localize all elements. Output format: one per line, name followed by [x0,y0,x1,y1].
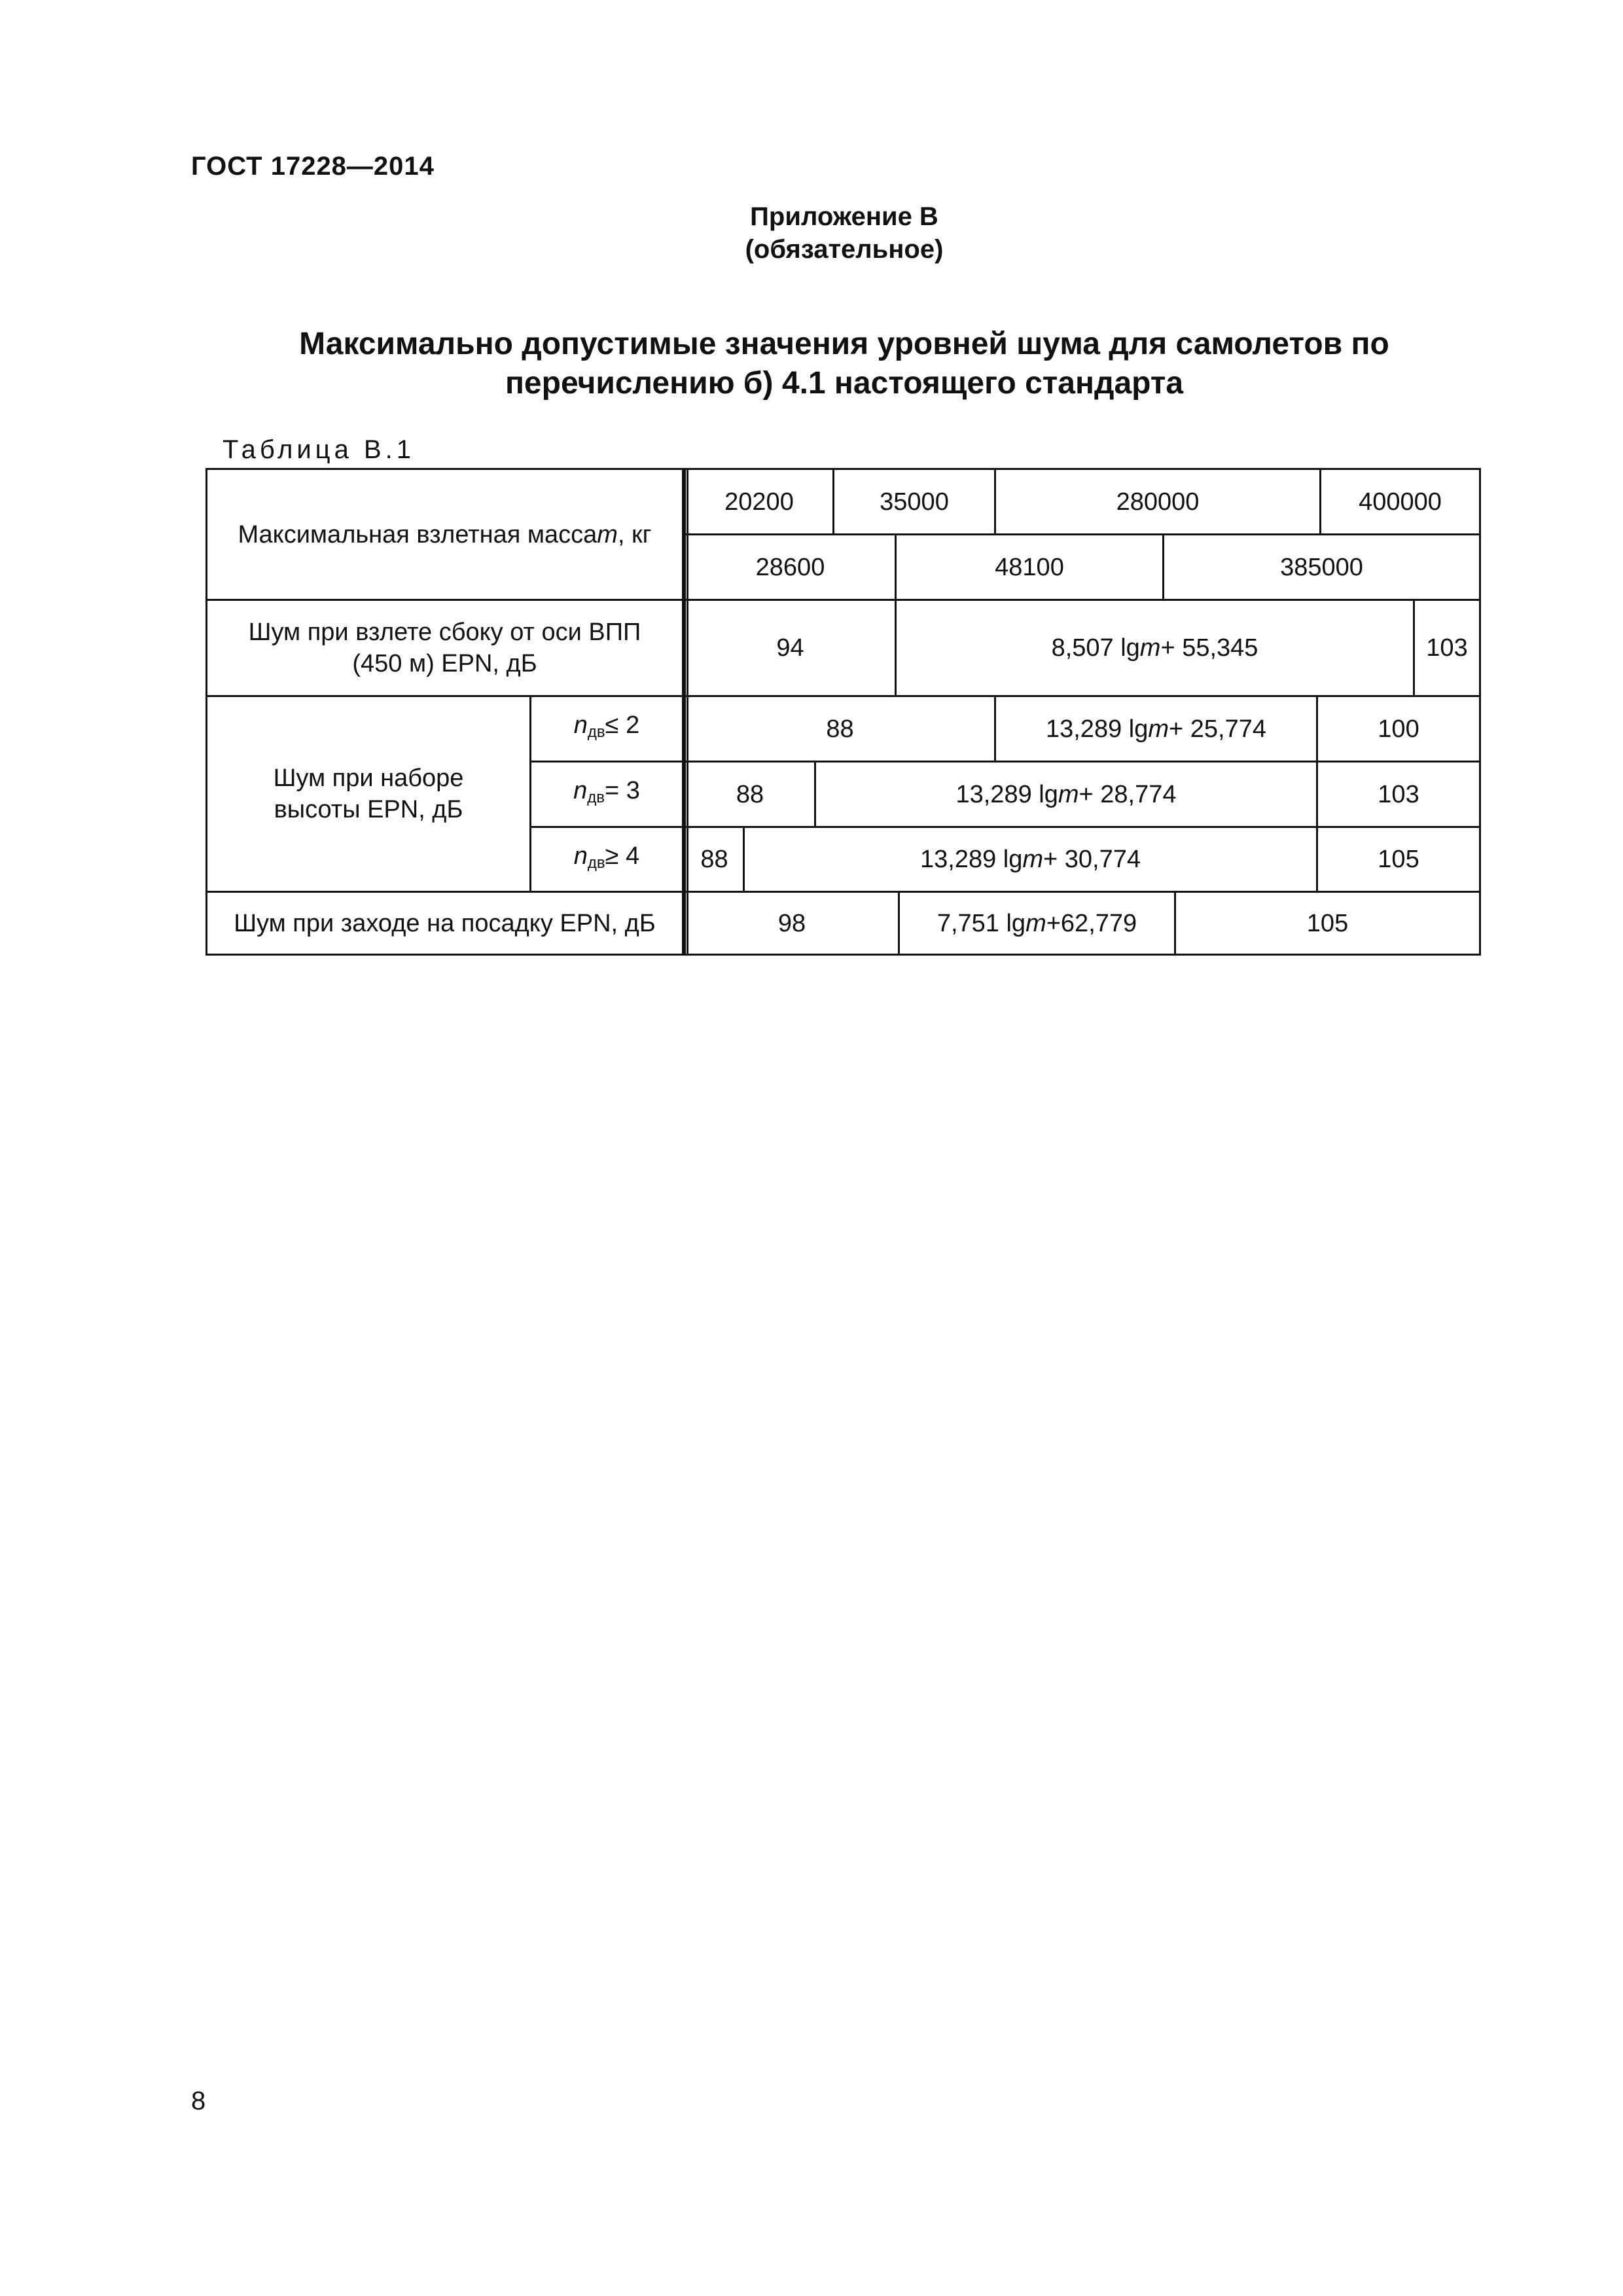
climb-1-formula: 13,289 lgm+ 25,774 [1045,715,1266,743]
mass-bottom-2: 48100 [895,533,1164,601]
lateral-formula: 8,507 lgm+ 55,345 [1051,634,1258,662]
mass-bottom-3: 385000 [1162,533,1481,601]
noise-limits-table [205,468,1481,956]
lateral-label: Шум при взлете сбоку от оси ВПП (450 м) EPN, дБ [248,619,641,677]
climb-cond-1: $n_{дв}\le 2$ [529,695,684,762]
section-title [216,325,1472,403]
climb-label-cell [205,695,531,893]
table-caption: Таблица В.1 [223,435,415,464]
climb-3-value-1: 88 [684,826,745,893]
lateral-label-cell [205,599,684,697]
page-number: 8 [191,2087,206,2115]
lateral-formula-cell [895,599,1415,697]
climb-2-value-1: 88 [684,761,816,828]
climb-1-value-3: 100 [1316,695,1481,762]
section-title-line1: Максимально допустимые значения уровней шума для самолетов по [299,327,1389,361]
approach-value-1: 98 [684,891,900,956]
climb-3-value-3: 105 [1316,826,1481,893]
climb-3-formula: 13,289 lgm+ 30,774 [919,846,1141,873]
mass-top-1: 20200 [684,468,834,535]
mass-bottom-1: 28600 [684,533,897,601]
climb-1-formula-cell [994,695,1318,762]
lateral-value-1: 94 [684,599,897,697]
climb-label: Шум при наборе высоты EPN, дБ [273,764,464,823]
approach-value-3: 105 [1174,891,1481,956]
mass-label: Максимальная взлетная массаm, кг [238,520,652,548]
climb-cond-2: $n_{дв}= 3$ [529,761,684,828]
appendix-title: Приложение В [750,202,938,231]
mass-label-cell [205,468,684,601]
climb-cond-3: $n_{дв}\ge 4$ [529,826,684,893]
approach-formula: 7,751 lgm+62,779 [936,909,1137,937]
mass-top-4: 400000 [1319,468,1481,535]
lateral-value-3: 103 [1413,599,1481,697]
table-double-rule [687,468,688,956]
document-code: ГОСТ 17228—2014 [191,152,435,181]
section-title-line2: перечислению б) 4.1 настоящего стандарта [505,366,1184,401]
climb-3-formula-cell [743,826,1318,893]
approach-formula-cell [898,891,1176,956]
mass-top-2: 35000 [832,468,996,535]
climb-2-formula: 13,289 lgm+ 28,774 [955,780,1177,808]
approach-label-cell: Шум при заходе на посадку EPN, дБ [205,891,684,956]
climb-1-value-1: 88 [684,695,996,762]
climb-2-value-3: 103 [1316,761,1481,828]
mass-top-3: 280000 [994,468,1321,535]
climb-2-formula-cell [814,761,1318,828]
appendix-note: (обязательное) [745,235,944,264]
